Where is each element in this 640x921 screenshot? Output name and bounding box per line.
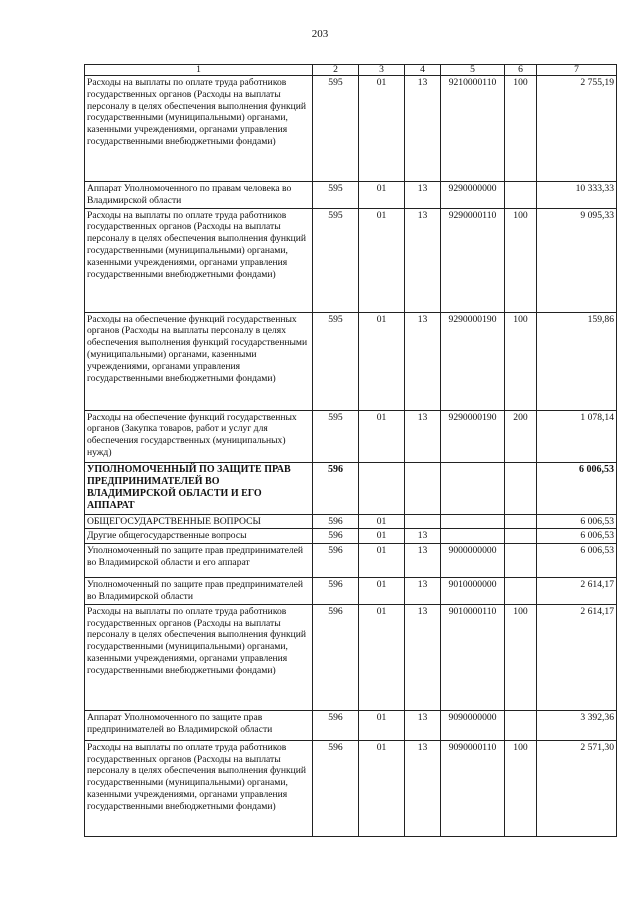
row-code-admin: 595	[313, 208, 359, 312]
row-code-section	[359, 462, 405, 514]
row-code-subsection	[405, 462, 441, 514]
row-code-admin: 596	[313, 544, 359, 578]
row-amount: 2 614,17	[537, 604, 617, 710]
row-code-target: 9290000110	[441, 208, 505, 312]
row-code-section: 01	[359, 514, 405, 529]
row-name: Уполномоченный по защите прав предпринимателей во Владимирской области и его аппарат	[85, 544, 313, 578]
row-code-admin: 595	[313, 312, 359, 410]
header-col-1: 1	[85, 65, 313, 76]
table-row	[85, 312, 617, 410]
row-amount: 10 333,33	[537, 182, 617, 209]
row-code-section: 01	[359, 208, 405, 312]
header-col-7: 7	[537, 65, 617, 76]
row-code-target	[441, 529, 505, 544]
row-name: Расходы на выплаты по оплате труда работников государственных органов (Расходы на выплаты персоналу в целях обеспечения выполнения функций государственными (муниципальными) органами, казенными учреждениями, органами управления государственными внебюджетными фондами)	[85, 208, 313, 312]
row-name: Аппарат Уполномоченного по правам человека во Владимирской области	[85, 182, 313, 209]
row-code-target: 9290000190	[441, 410, 505, 462]
header-col-3: 3	[359, 65, 405, 76]
table-row	[85, 208, 617, 312]
page-number: 203	[311, 28, 329, 40]
table-row	[85, 182, 617, 209]
row-code-section: 01	[359, 529, 405, 544]
row-code-expense-type	[505, 578, 537, 605]
row-code-section: 01	[359, 740, 405, 836]
row-code-admin: 596	[313, 604, 359, 710]
row-code-section: 01	[359, 76, 405, 182]
row-code-target: 9010000110	[441, 604, 505, 710]
row-name: Расходы на обеспечение функций государственных органов (Расходы на выплаты персоналу в целях обеспечения выполнения функций государственными (муниципальными) органами, казенными учреждениями, органами управления государственными внебюджетными фондами)	[85, 312, 313, 410]
table-body	[85, 65, 617, 837]
row-code-admin: 596	[313, 740, 359, 836]
row-code-expense-type	[505, 514, 537, 529]
row-code-subsection: 13	[405, 740, 441, 836]
header-col-5: 5	[441, 65, 505, 76]
row-code-section: 01	[359, 410, 405, 462]
row-amount: 6 006,53	[537, 514, 617, 529]
row-code-subsection: 13	[405, 578, 441, 605]
row-name: ОБЩЕГОСУДАРСТВЕННЫЕ ВОПРОСЫ	[85, 514, 313, 529]
row-code-target	[441, 462, 505, 514]
row-amount: 6 006,53	[537, 462, 617, 514]
row-code-target: 9000000000	[441, 544, 505, 578]
row-name: Расходы на обеспечение функций государственных органов (Закупка товаров, работ и услуг для обеспечения государственных (муниципальных) нужд)	[85, 410, 313, 462]
row-code-subsection: 13	[405, 710, 441, 740]
row-amount: 9 095,33	[537, 208, 617, 312]
row-code-section: 01	[359, 182, 405, 209]
row-code-expense-type: 100	[505, 604, 537, 710]
row-code-section: 01	[359, 578, 405, 605]
row-code-expense-type	[505, 462, 537, 514]
row-code-target: 9210000110	[441, 76, 505, 182]
row-amount: 2 614,17	[537, 578, 617, 605]
row-code-admin: 595	[313, 182, 359, 209]
row-code-subsection: 13	[405, 529, 441, 544]
row-amount: 2 755,19	[537, 76, 617, 182]
header-col-2: 2	[313, 65, 359, 76]
row-code-expense-type	[505, 182, 537, 209]
table-row	[85, 529, 617, 544]
row-code-target	[441, 514, 505, 529]
row-code-admin: 596	[313, 462, 359, 514]
row-code-subsection	[405, 514, 441, 529]
table-row	[85, 76, 617, 182]
row-amount: 3 392,36	[537, 710, 617, 740]
row-amount: 6 006,53	[537, 544, 617, 578]
row-code-subsection: 13	[405, 544, 441, 578]
table-row	[85, 740, 617, 836]
row-code-admin: 596	[313, 578, 359, 605]
row-code-target: 9010000000	[441, 578, 505, 605]
row-code-section: 01	[359, 312, 405, 410]
row-code-subsection: 13	[405, 410, 441, 462]
row-code-expense-type	[505, 710, 537, 740]
table-row	[85, 710, 617, 740]
row-name: Расходы на выплаты по оплате труда работников государственных органов (Расходы на выплаты персоналу в целях обеспечения выполнения функций государственными (муниципальными) органами, казенными учреждениями, органами управления государственными внебюджетными фондами)	[85, 740, 313, 836]
table-row	[85, 604, 617, 710]
row-code-section: 01	[359, 710, 405, 740]
row-code-admin: 595	[313, 76, 359, 182]
row-code-target: 9290000000	[441, 182, 505, 209]
row-amount: 2 571,30	[537, 740, 617, 836]
row-name: Уполномоченный по защите прав предпринимателей во Владимирской области	[85, 578, 313, 605]
row-code-expense-type: 100	[505, 740, 537, 836]
row-code-section: 01	[359, 604, 405, 710]
row-code-expense-type	[505, 529, 537, 544]
row-code-target: 9090000110	[441, 740, 505, 836]
table-row	[85, 514, 617, 529]
row-code-admin: 596	[313, 710, 359, 740]
row-amount: 6 006,53	[537, 529, 617, 544]
header-col-6: 6	[505, 65, 537, 76]
row-code-admin: 596	[313, 529, 359, 544]
row-code-subsection: 13	[405, 312, 441, 410]
row-code-subsection: 13	[405, 604, 441, 710]
table-row	[85, 544, 617, 578]
row-code-expense-type: 100	[505, 312, 537, 410]
header-col-4: 4	[405, 65, 441, 76]
row-amount: 159,86	[537, 312, 617, 410]
table-row	[85, 410, 617, 462]
budget-table	[84, 64, 617, 837]
table-row	[85, 578, 617, 605]
row-code-expense-type: 100	[505, 76, 537, 182]
row-code-section: 01	[359, 544, 405, 578]
row-name: Расходы на выплаты по оплате труда работников государственных органов (Расходы на выплаты персоналу в целях обеспечения выполнения функций государственными (муниципальными) органами, казенными учреждениями, органами управления государственными внебюджетными фондами)	[85, 604, 313, 710]
table-row	[85, 462, 617, 514]
row-code-expense-type	[505, 544, 537, 578]
row-amount: 1 078,14	[537, 410, 617, 462]
row-name: Расходы на выплаты по оплате труда работников государственных органов (Расходы на выплаты персоналу в целях обеспечения выполнения функций государственными (муниципальными) органами, казенными учреждениями, органами управления государственными внебюджетными фондами)	[85, 76, 313, 182]
row-name: Другие общегосударственные вопросы	[85, 529, 313, 544]
row-name: УПОЛНОМОЧЕННЫЙ ПО ЗАЩИТЕ ПРАВ ПРЕДПРИНИМАТЕЛЕЙ ВО ВЛАДИМИРСКОЙ ОБЛАСТИ И ЕГО АППАРАТ	[85, 462, 313, 514]
row-code-expense-type: 200	[505, 410, 537, 462]
row-code-subsection: 13	[405, 76, 441, 182]
table-header-row	[85, 65, 617, 76]
row-code-expense-type: 100	[505, 208, 537, 312]
row-code-admin: 595	[313, 410, 359, 462]
row-code-target: 9290000190	[441, 312, 505, 410]
row-code-admin: 596	[313, 514, 359, 529]
row-code-subsection: 13	[405, 208, 441, 312]
row-code-target: 9090000000	[441, 710, 505, 740]
row-name: Аппарат Уполномоченного по защите прав предпринимателей во Владимирской области	[85, 710, 313, 740]
row-code-subsection: 13	[405, 182, 441, 209]
